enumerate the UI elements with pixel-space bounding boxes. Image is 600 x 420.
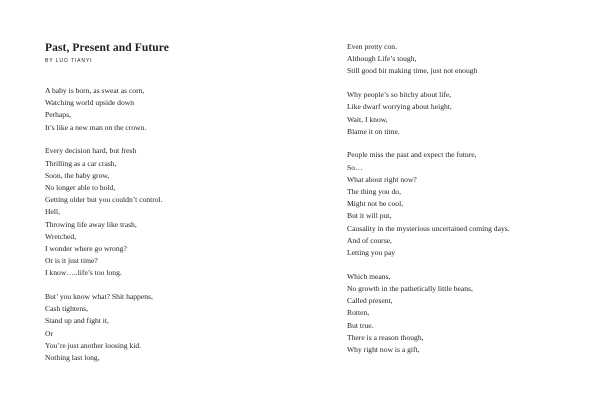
- poem-line: Why people’s so bitchy about life,: [347, 90, 452, 100]
- poem-line: Still good bit making time, just not enough: [347, 66, 478, 76]
- poem-line: Even pretty con.: [347, 42, 397, 51]
- poem-line: Nothing last long,: [45, 353, 100, 362]
- poem-line: People miss the past and expect the future,: [347, 150, 477, 160]
- poem-line: But true.: [347, 320, 374, 330]
- poem-line: Every decision hard, but fresh: [45, 146, 137, 156]
- poem-line: Throwing life away like trash,: [45, 219, 137, 229]
- poem-line: Or: [45, 328, 54, 338]
- poem-line: There is a reason though,: [347, 332, 424, 342]
- poem-line: I wonder where go wrong?: [45, 243, 127, 253]
- poem-line: No growth in the pathetically little beans,: [347, 283, 473, 293]
- poem-line: Letting you pay: [347, 248, 396, 257]
- poem-line: Perhaps,: [45, 110, 71, 120]
- poem-line: Getting older but you couldn’t control.: [45, 195, 163, 205]
- poem-line: But it will put,: [347, 211, 392, 221]
- poem-line: Might not be cool,: [347, 199, 404, 209]
- poem-line: A baby is born, as sweat as corn,: [45, 86, 145, 95]
- poem-line: So…: [347, 162, 363, 172]
- poem-line: Or is it just time?: [45, 256, 98, 266]
- poem-line: Causality in the mysterious uncertained coming days.: [347, 223, 510, 233]
- poem-line: I know…..life’s too long.: [45, 268, 122, 278]
- poem-line: Rotten,: [347, 308, 370, 318]
- poem-line: You’re just another loosing kid.: [45, 340, 142, 350]
- poem-line: Although Life’s tough,: [347, 54, 417, 64]
- poem-byline: BY LUO TIANYI: [45, 58, 93, 64]
- poem-line: Hell,: [45, 207, 60, 217]
- poem-title: Past, Present and Future: [45, 42, 169, 54]
- poem-line: Called present,: [347, 296, 393, 306]
- poem-line: And of course,: [347, 235, 392, 245]
- poem-line: Like dwarf worrying about height,: [347, 102, 452, 112]
- poem-line: The thing you do,: [347, 187, 401, 196]
- poem-line: Thrilling as a car crash,: [45, 158, 117, 168]
- poem-line: Stand up and fight it,: [45, 316, 109, 326]
- poem-line: It’s like a new man on the crown.: [45, 122, 147, 132]
- poem-line: What about right now?: [347, 174, 417, 184]
- poem-line: No longer able to hold,: [45, 182, 116, 192]
- poem-line: Which means,: [347, 271, 391, 281]
- poem-line: Cash tightens,: [45, 304, 89, 314]
- poem-line: Soon, the baby grow,: [45, 170, 110, 180]
- poem-line: But’ you know what? Shit happens,: [45, 292, 153, 301]
- poem-line: Watching world upside down: [45, 98, 135, 108]
- poem-line: Wait, I know,: [347, 114, 388, 124]
- poem-line: Why right now is a gift,: [347, 344, 420, 354]
- poem-line: Wretched,: [45, 231, 77, 241]
- poem-line: Blame it on time.: [347, 126, 400, 136]
